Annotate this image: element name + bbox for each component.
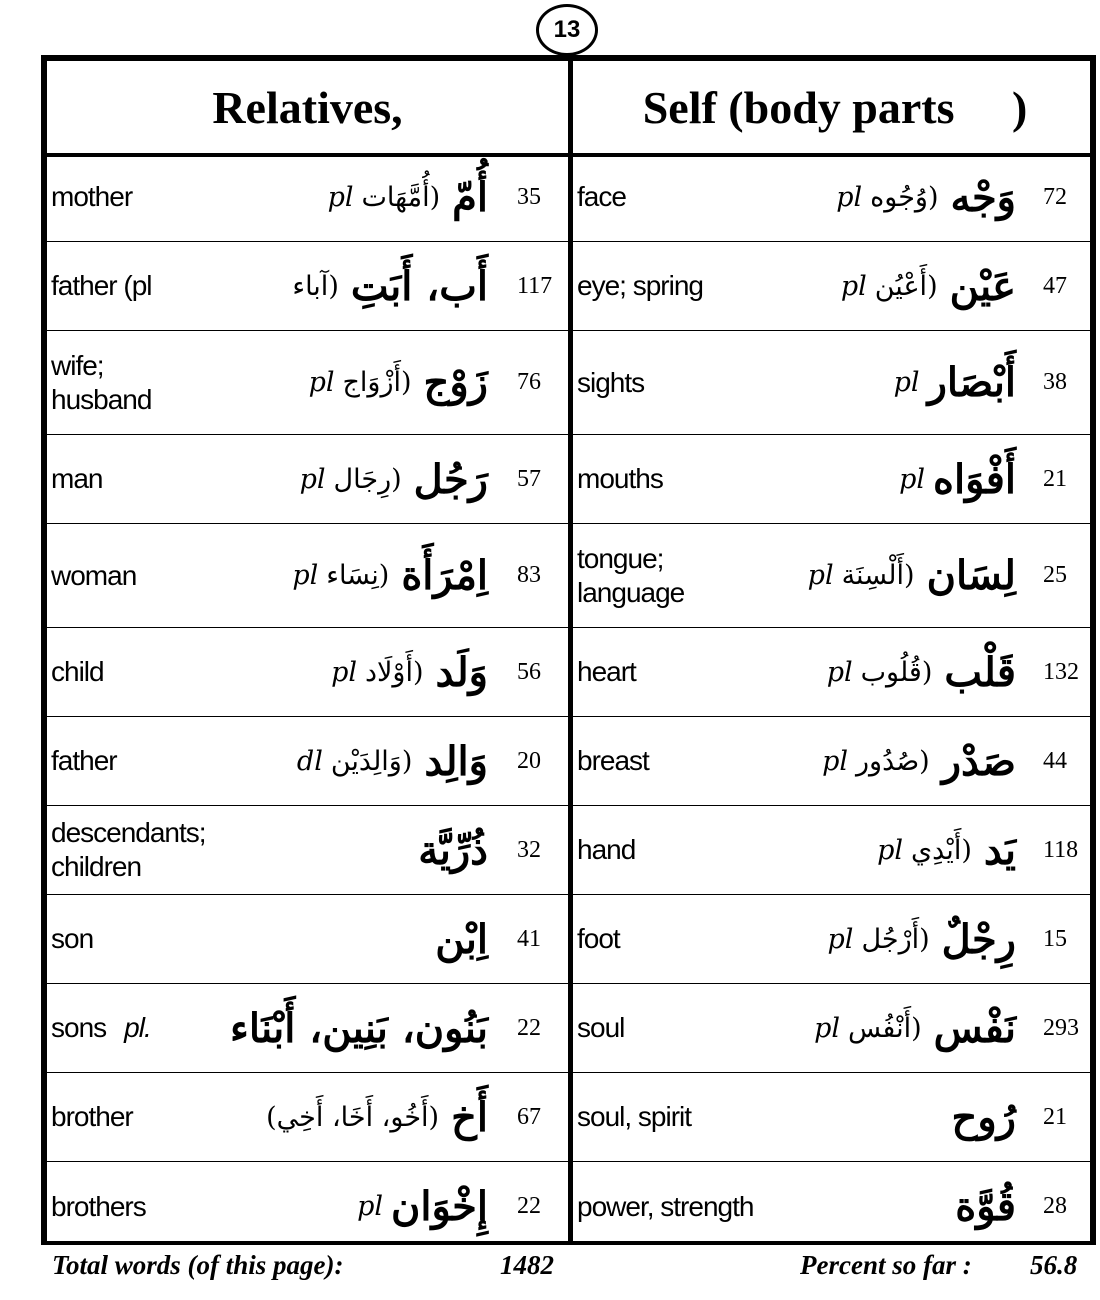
frequency-count: 47: [1043, 272, 1067, 299]
body-part-row: [573, 435, 1096, 524]
arabic-entry: [952, 1073, 1016, 1161]
number-marker: pl: [893, 367, 920, 398]
english-text: soul, spirit: [577, 1101, 692, 1133]
number-marker: pl: [807, 560, 834, 591]
arabic-entry: [808, 524, 1016, 627]
arabic-word: قُوَّة: [955, 1183, 1016, 1230]
arabic-word: يَد: [983, 826, 1016, 874]
frequency-count: 32: [517, 836, 541, 863]
arabic-entry: [894, 331, 1016, 434]
relatives-row: [47, 1073, 568, 1162]
relatives-row: [47, 1162, 568, 1251]
frequency-count: 83: [517, 562, 541, 588]
arabic-entry: [814, 984, 1016, 1072]
english-text: eye; spring: [577, 270, 703, 302]
frequency-count: 72: [1043, 183, 1067, 210]
frequency-count: 25: [1043, 562, 1067, 588]
page-number-badge: 13: [536, 4, 598, 56]
header-self-text: Self (body parts ): [642, 81, 1028, 133]
body-part-row: [573, 153, 1096, 242]
body-part-row: [573, 717, 1096, 806]
english-meaning: [577, 242, 703, 330]
english-text: face: [577, 181, 626, 213]
english-meaning: [577, 628, 636, 716]
english-meaning: [577, 153, 626, 241]
arabic-word: ذُرِّيَّة: [418, 826, 488, 874]
arabic-word: اِبْن: [435, 915, 488, 963]
frequency-count: 21: [1043, 465, 1067, 492]
arabic-entry: [266, 1073, 488, 1161]
relatives-row: [47, 806, 568, 895]
arabic-entry: [827, 628, 1016, 716]
relatives-row: [47, 331, 568, 435]
english-text: man: [51, 463, 103, 495]
arabic-plural-form: (نِسَاء: [326, 560, 390, 591]
number-marker: pl: [814, 1012, 840, 1044]
body-part-row: [573, 242, 1096, 331]
arabic-word: وَالِد: [424, 737, 488, 785]
english-meaning: [51, 242, 152, 330]
relatives-row: [47, 717, 568, 806]
number-marker: dl: [296, 745, 323, 777]
arabic-plural-form: (وُجُوه: [870, 181, 939, 213]
arabic-plural-form: (أَزْوَاج: [342, 367, 412, 398]
arabic-word: اِمْرَأَة: [401, 552, 488, 599]
arabic-plural-form: (أَيْدِي: [911, 834, 972, 866]
english-text: mother: [51, 181, 133, 213]
english-meaning: [577, 1073, 691, 1161]
number-marker: pl: [299, 463, 326, 495]
arabic-entry: [877, 806, 1016, 894]
english-text: sights: [577, 366, 645, 398]
frequency-count: 293: [1043, 1014, 1079, 1041]
arabic-entry: [300, 435, 488, 523]
english-text: sons: [51, 1012, 107, 1044]
english-meaning: [51, 1162, 146, 1251]
english-meaning: [577, 524, 684, 627]
body-part-row: [573, 984, 1096, 1073]
frequency-count: 118: [1043, 836, 1079, 863]
arabic-word: رُوح: [951, 1093, 1016, 1141]
body-part-row: [573, 1073, 1096, 1162]
body-part-row: [573, 524, 1096, 628]
body-part-row: [573, 806, 1096, 895]
frequency-count: 117: [517, 272, 553, 299]
arabic-word: أَبْصَار: [927, 359, 1016, 406]
arabic-entry: [292, 242, 488, 330]
arabic-plural-form: (أَخُو، أَخَا، أَخِي): [266, 1101, 440, 1133]
arabic-word: نَفْس: [933, 1004, 1016, 1052]
arabic-word: قَلْب: [944, 648, 1016, 696]
frequency-count: 22: [517, 1193, 541, 1219]
english-meaning: [51, 717, 117, 805]
relatives-row: [47, 242, 568, 331]
arabic-plural-form: (أَوْلَاد: [365, 656, 424, 688]
english-meaning: [577, 1162, 753, 1251]
number-marker: pl: [877, 834, 903, 866]
percent-label: Percent so far :: [800, 1250, 972, 1280]
english-meaning: [577, 717, 649, 805]
english-text: brother: [51, 1101, 133, 1133]
total-words-value: 1482: [500, 1250, 554, 1280]
arabic-plural-form: (أَرْجُل: [861, 923, 930, 955]
plural-note: pl.: [124, 1012, 151, 1044]
number-marker: pl: [899, 463, 926, 495]
english-text: mouths: [577, 463, 663, 495]
arabic-word: أُمّ: [452, 173, 488, 221]
relatives-row: [47, 628, 568, 717]
arabic-entry: [230, 984, 488, 1072]
arabic-plural-form: (آباء: [292, 270, 339, 302]
number-marker: pl: [327, 181, 354, 213]
english-text: heart: [577, 656, 636, 688]
english-text: foot: [577, 923, 620, 955]
body-part-row: [573, 895, 1096, 984]
arabic-entry: [841, 242, 1016, 330]
number-marker: pl: [308, 367, 335, 398]
body-part-row: [573, 331, 1096, 435]
relatives-row: [47, 895, 568, 984]
arabic-entry: [836, 153, 1016, 241]
english-meaning: [51, 524, 136, 627]
arabic-entry: [899, 435, 1016, 523]
arabic-word: رَجُل: [413, 455, 488, 503]
arabic-entry: [309, 331, 488, 434]
arabic-entry: [435, 895, 488, 983]
english-text: son: [51, 923, 94, 955]
arabic-entry: [292, 524, 488, 627]
number-marker: pl: [331, 656, 357, 688]
arabic-plural-form: (أُمَّهَات: [361, 181, 441, 213]
arabic-entry: [328, 153, 488, 241]
arabic-plural-form: (أَعْيُن: [874, 270, 938, 302]
frequency-count: 35: [517, 183, 541, 210]
english-text: child: [51, 656, 104, 688]
english-text: hand: [577, 834, 636, 866]
arabic-word: أَفْوَاه: [933, 455, 1016, 503]
relatives-row: [47, 984, 568, 1073]
arabic-word: رِجْلٌ: [941, 915, 1016, 963]
english-text: descendants; children: [51, 817, 206, 882]
arabic-word: وَجْه: [950, 173, 1016, 221]
number-marker: pl: [292, 560, 319, 591]
arabic-word: بَنُون، بَنِين، أَبْنَاء: [230, 1004, 488, 1052]
frequency-count: 57: [517, 465, 541, 492]
relatives-row: [47, 153, 568, 242]
arabic-entry: [822, 717, 1016, 805]
english-meaning: [51, 435, 102, 523]
english-text: father (pl: [51, 270, 152, 302]
frequency-count: 67: [517, 1103, 541, 1130]
header-relatives: Relatives,: [212, 81, 403, 133]
frequency-count: 38: [1043, 369, 1067, 395]
english-text: power, strength: [577, 1190, 754, 1222]
vocabulary-table: [41, 55, 1096, 1245]
arabic-word: عَيْن: [949, 262, 1016, 310]
number-marker: pl: [826, 656, 853, 688]
number-marker: pl: [827, 923, 854, 955]
english-meaning: [51, 628, 104, 716]
english-text: soul: [577, 1012, 625, 1044]
frequency-count: 28: [1043, 1193, 1067, 1219]
arabic-entry: [418, 806, 488, 894]
english-meaning: [577, 806, 635, 894]
arabic-word: إِخْوَان: [391, 1183, 488, 1230]
relatives-row: [47, 435, 568, 524]
english-meaning: [51, 984, 151, 1072]
body-part-row: [573, 628, 1096, 717]
arabic-word: أَب، أَبَتِ: [350, 262, 488, 310]
frequency-count: 15: [1043, 925, 1067, 952]
percent-value: 56.8: [1030, 1250, 1078, 1280]
frequency-count: 22: [517, 1014, 541, 1041]
number-marker: pl: [357, 1191, 383, 1222]
english-text: father: [51, 745, 117, 777]
english-meaning: [577, 895, 620, 983]
body-part-row: [573, 1162, 1096, 1251]
arabic-plural-form: (صُدُور: [856, 745, 930, 777]
arabic-entry: [357, 1162, 488, 1251]
arabic-word: زَوْج: [423, 359, 488, 406]
relatives-row: [47, 524, 568, 628]
frequency-count: 132: [1043, 658, 1079, 685]
arabic-word: أَخ: [451, 1093, 488, 1141]
english-meaning: [51, 1073, 133, 1161]
arabic-plural-form: (رِجَال: [333, 463, 402, 495]
arabic-word: وَلَد: [435, 648, 488, 696]
frequency-count: 21: [1043, 1103, 1067, 1130]
arabic-plural-form: (وَالِدَيْن: [330, 745, 413, 777]
english-text: wife; husband: [51, 349, 152, 415]
arabic-plural-form: (أَلْسِنَة: [841, 560, 915, 591]
frequency-count: 76: [517, 369, 541, 395]
total-words-label: Total words (of this page):: [52, 1250, 344, 1280]
number-marker: pl: [840, 270, 867, 302]
frequency-count: 41: [517, 925, 541, 952]
english-meaning: [51, 895, 93, 983]
frequency-count: 20: [517, 747, 541, 774]
english-meaning: [51, 331, 151, 434]
english-text: brothers: [51, 1190, 146, 1222]
arabic-entry: [955, 1162, 1016, 1251]
number-marker: pl: [822, 745, 848, 777]
arabic-entry: [297, 717, 488, 805]
english-meaning: [577, 331, 644, 434]
english-text: breast: [577, 745, 649, 777]
english-meaning: [51, 153, 132, 241]
arabic-plural-form: (أَنْفُس: [847, 1012, 922, 1044]
english-meaning: [51, 806, 206, 894]
english-meaning: [577, 984, 624, 1072]
arabic-plural-form: (قُلُوب: [860, 656, 933, 688]
english-text: woman: [51, 559, 137, 591]
frequency-count: 44: [1043, 747, 1067, 774]
english-text: tongue; language: [577, 542, 685, 608]
english-meaning: [577, 435, 663, 523]
number-marker: pl: [836, 181, 863, 213]
frequency-count: 56: [517, 658, 541, 685]
arabic-entry: [828, 895, 1016, 983]
arabic-word: صَدْر: [941, 737, 1016, 785]
header-self-body-parts: [574, 61, 1096, 153]
arabic-entry: [331, 628, 488, 716]
arabic-word: لِسَان: [926, 552, 1016, 599]
